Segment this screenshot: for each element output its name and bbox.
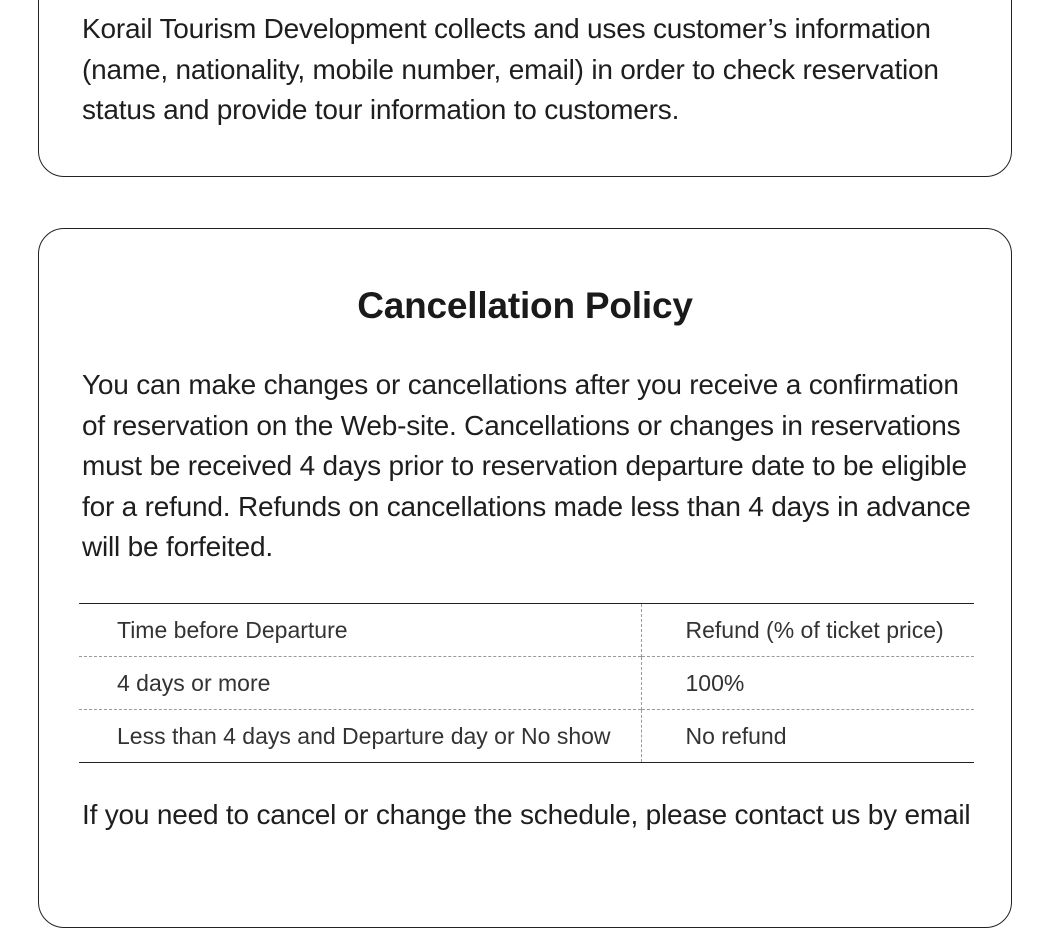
- cancellation-policy-text: You can make changes or cancellations after you receive a confirmation of reservation on the Web-site. Cancellations or changes in reservations must be received 4 days prior to reservation departure date to be eligible for a refund. Refunds on cancellations made less than 4 days in advance will be forfeited.: [82, 369, 971, 562]
- table-row: [79, 710, 974, 763]
- table-header-refund: Refund (% of ticket price): [685, 616, 944, 643]
- table-cell-refund: No refund: [685, 722, 787, 749]
- table-row: [79, 657, 974, 710]
- table-cell-time: Less than 4 days and Departure day or No show: [79, 710, 641, 763]
- cancellation-policy-card: [38, 228, 1012, 928]
- refund-table: [79, 603, 974, 763]
- table-header-time: Time before Departure: [79, 604, 641, 657]
- table-cell-refund: 100%: [685, 669, 745, 696]
- contact-text: If you need to cancel or change the schedule, please contact us by email: [82, 799, 971, 830]
- privacy-card: [38, 0, 1012, 177]
- privacy-text: Korail Tourism Development collects and uses customer’s information (name, nationality, mobile number, email) in order to check reservation status and provide tour information to customers.: [82, 13, 939, 125]
- table-header-row: [79, 604, 974, 657]
- cancellation-policy-title: Cancellation Policy: [357, 285, 693, 326]
- table-cell-time: 4 days or more: [79, 657, 641, 710]
